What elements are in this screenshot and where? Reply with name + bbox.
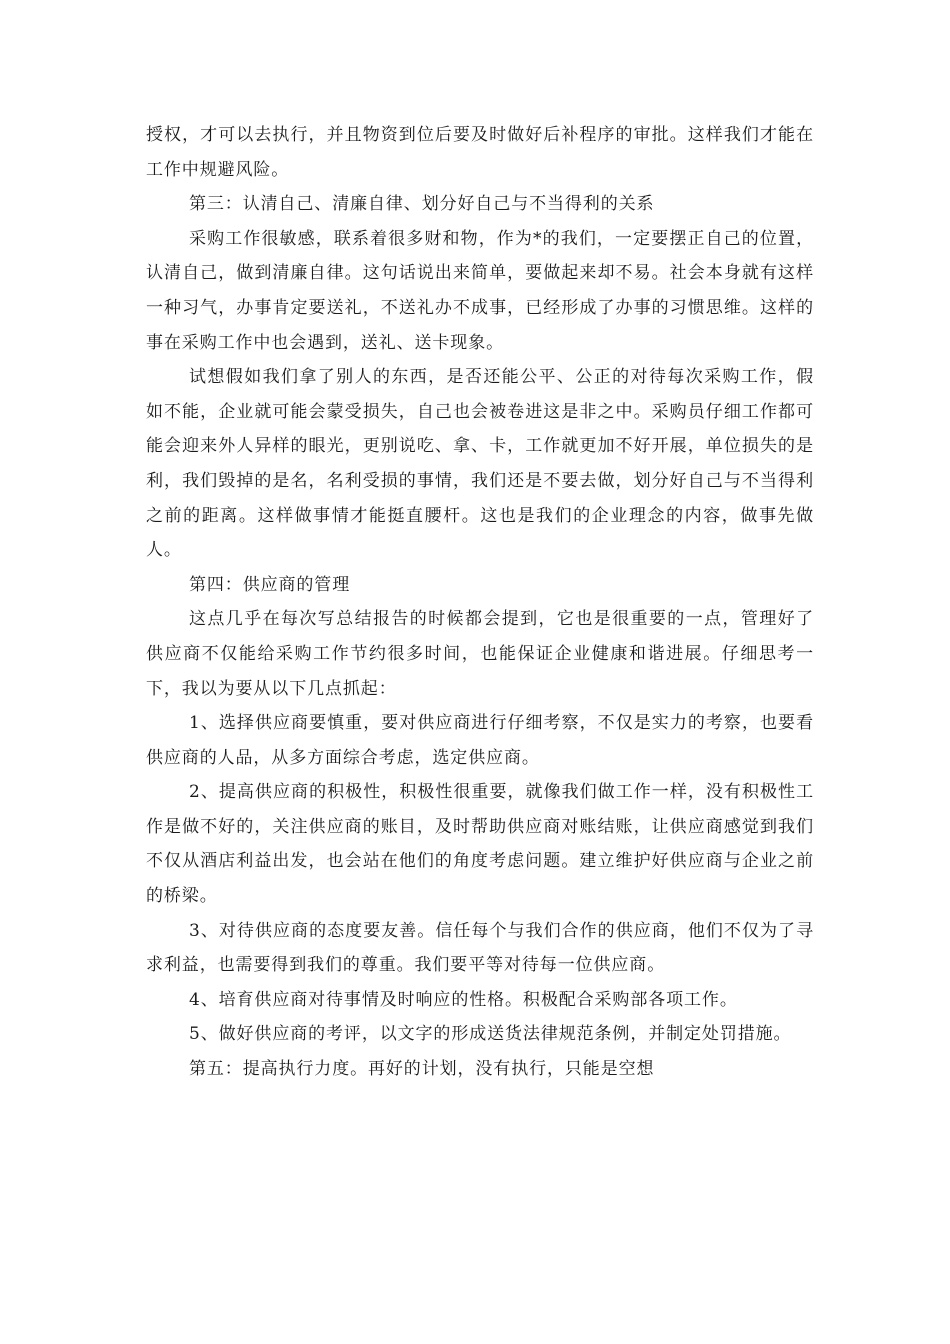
list-item: 2、提高供应商的积极性，积极性很重要，就像我们做工作一样，没有积极性工作是做不好的，关注供应商的账目，及时帮助供应商对账结账，让供应商感觉到我们不仅从酒店利益出发，也会站在他们的角度考虑问题。建立维护好供应商与企业之前的桥梁。 (146, 782, 814, 907)
list-item: 3、对待供应商的态度要友善。信任每个与我们合作的供应商，他们不仅为了寻求利益，也需要得到我们的尊重。我们要平等对待每一位供应商。 (146, 920, 814, 976)
list-item: 4、培育供应商对待事情及时响应的性格。积极配合采购部各项工作。 (189, 989, 738, 1010)
list-item: 5、做好供应商的考评，以文字的形成送货法律规范条例，并制定处罚措施。 (189, 1024, 792, 1045)
section-heading-three: 第三：认清自己、清廉自律、划分好自己与不当得利的关系 (189, 194, 655, 215)
document-body (146, 118, 814, 1087)
paragraph-continuation: 授权，才可以去执行，并且物资到位后要及时做好后补程序的审批。这样我们才能在工作中规避风险。 (146, 125, 814, 180)
paragraph: 采购工作很敏感，联系着很多财和物，作为*的我们，一定要摆正自己的位置，认清自己，做到清廉自律。这句话说出来简单，要做起来却不易。社会本身就有这样一种习气，办事肯定要送礼，不送礼办不成事，已经形成了办事的习惯思维。这样的事在采购工作中也会遇到，送礼、送卡现象。 (146, 228, 814, 353)
paragraph: 这点几乎在每次写总结报告的时候都会提到，它也是很重要的一点，管理好了供应商不仅能给采购工作节约很多时间，也能保证企业健康和谐进展。仔细思考一下，我以为要从以下几点抓起： (146, 609, 814, 699)
list-item: 1、选择供应商要慎重，要对供应商进行仔细考察，不仅是实力的考察，也要看供应商的人品，从多方面综合考虑，选定供应商。 (146, 713, 814, 768)
paragraph: 试想假如我们拿了别人的东西，是否还能公平、公正的对待每次采购工作，假如不能，企业就可能会蒙受损失，自己也会被卷进这是非之中。采购员仔细工作都可能会迎来外人异样的眼光，更别说吃、拿、卡，工作就更加不好开展，单位损失的是利，我们毁掉的是名，名利受损的事情，我们还是不要去做，划分好自己与不当得利之前的距离。这样做事情才能挺直腰杆。这也是我们的企业理念的内容，做事先做人。 (146, 367, 814, 561)
section-heading-four: 第四：供应商的管理 (189, 574, 351, 595)
section-heading-five: 第五：提高执行力度。再好的计划，没有执行，只能是空想 (189, 1059, 655, 1080)
